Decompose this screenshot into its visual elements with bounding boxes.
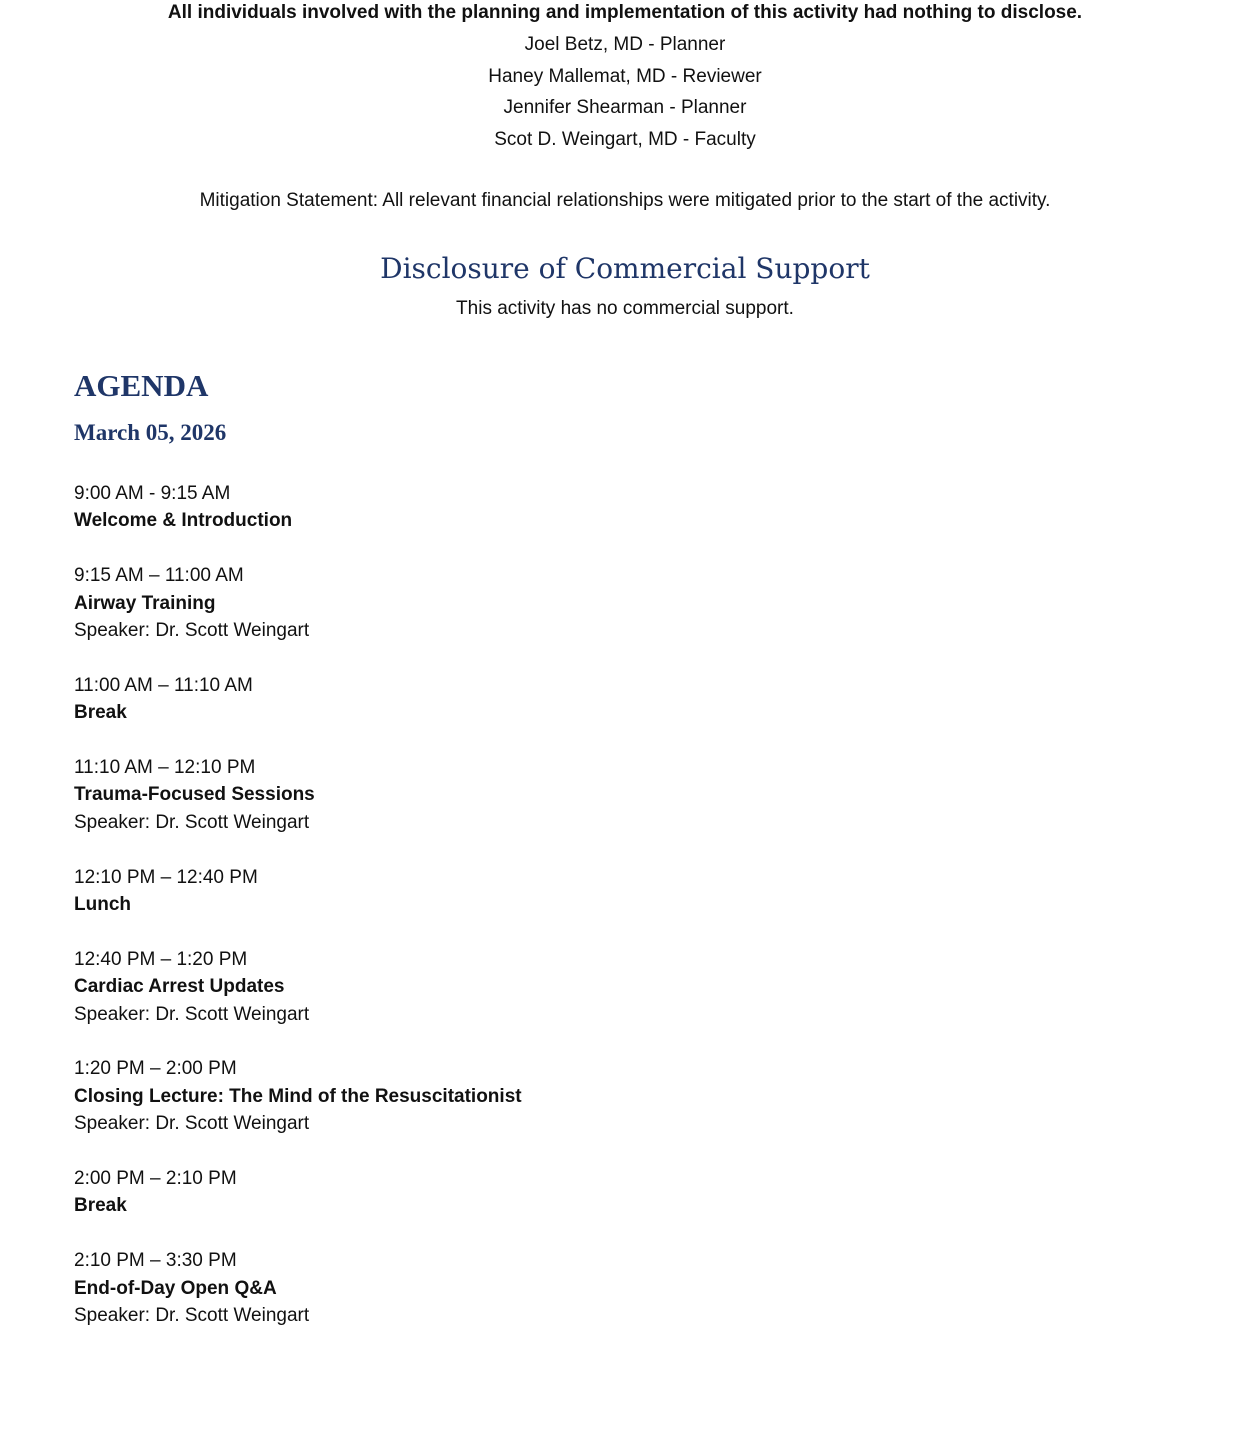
agenda-item [74, 672, 522, 727]
agenda-item-speaker: Speaker: Dr. Scott Weingart [74, 1003, 310, 1025]
disclosure-statement: All individuals involved with the planning and implementation of this activity had nothing to disclose. [167, 2, 1083, 23]
agenda-item-time: 2:10 PM – 3:30 PM [74, 1250, 237, 1272]
agenda-item-speaker: Speaker: Dr. Scott Weingart [74, 620, 310, 642]
disclosure-person: Joel Betz, MD - Planner [524, 34, 726, 55]
agenda-items [74, 480, 522, 1329]
mitigation-statement: Mitigation Statement: All relevant financial relationships were mitigated prior to the start of the activity. [199, 190, 1051, 211]
agenda-item-title: Closing Lecture: The Mind of the Resuscitationist [74, 1085, 522, 1107]
agenda-section [74, 368, 522, 1357]
agenda-item-time: 9:15 AM – 11:00 AM [74, 565, 244, 587]
commercial-support-heading: Disclosure of Commercial Support [380, 252, 870, 285]
agenda-item-title: End-of-Day Open Q&A [74, 1277, 277, 1299]
agenda-item [74, 754, 522, 836]
agenda-item [74, 1165, 522, 1220]
agenda-title: AGENDA [74, 368, 209, 403]
disclosure-person: Haney Mallemat, MD - Reviewer [488, 66, 762, 87]
agenda-item [74, 1247, 522, 1329]
agenda-date: March 05, 2026 [74, 420, 227, 445]
agenda-item [74, 480, 522, 535]
commercial-support-text: This activity has no commercial support. [456, 298, 794, 319]
agenda-item [74, 946, 522, 1028]
agenda-item-speaker: Speaker: Dr. Scott Weingart [74, 1113, 310, 1135]
agenda-item-time: 9:00 AM - 9:15 AM [74, 483, 231, 504]
agenda-item [74, 562, 522, 644]
disclosure-person: Jennifer Shearman - Planner [503, 97, 747, 118]
agenda-item-time: 12:10 PM – 12:40 PM [74, 866, 258, 888]
agenda-item [74, 864, 522, 919]
agenda-item-time: 12:40 PM – 1:20 PM [74, 948, 248, 970]
agenda-item-title: Airway Training [74, 592, 216, 614]
agenda-item-time: 11:00 AM – 11:10 AM [74, 674, 253, 696]
agenda-item-title: Trauma-Focused Sessions [74, 784, 315, 806]
agenda-item-speaker: Speaker: Dr. Scott Weingart [74, 811, 310, 833]
agenda-item-title: Lunch [74, 894, 131, 916]
agenda-item-speaker: Speaker: Dr. Scott Weingart [74, 1305, 310, 1327]
agenda-item-time: 2:00 PM – 2:10 PM [74, 1168, 237, 1190]
agenda-item-title: Break [74, 1195, 127, 1217]
agenda-item-title: Break [74, 702, 127, 724]
agenda-item-time: 1:20 PM – 2:00 PM [74, 1058, 237, 1080]
agenda-item-title: Cardiac Arrest Updates [74, 976, 285, 998]
agenda-item [74, 1055, 522, 1137]
agenda-item-title: Welcome & Introduction [74, 510, 293, 532]
agenda-item-time: 11:10 AM – 12:10 PM [74, 757, 256, 779]
disclosure-person: Scot D. Weingart, MD - Faculty [494, 129, 756, 150]
